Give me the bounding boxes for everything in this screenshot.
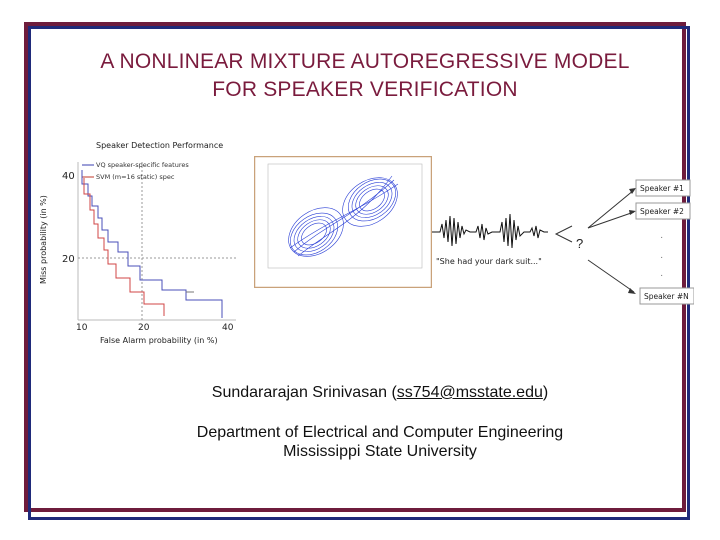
speech-waveform xyxy=(432,214,548,248)
pipeline-figure xyxy=(430,168,694,308)
arrowheads xyxy=(628,188,636,294)
det-curve-figure xyxy=(36,134,242,346)
pipeline-chevron xyxy=(556,226,572,242)
ellipsis-dot-3: · xyxy=(660,270,664,281)
det-ytick-40: 40 xyxy=(62,171,75,182)
page-title xyxy=(40,48,690,104)
det-xtick-40: 40 xyxy=(222,323,234,333)
department: Department of Electrical and Computer Engineering xyxy=(196,424,564,441)
det-legend-1: VQ speaker-specific features xyxy=(96,161,189,169)
det-legend-2: SVM (m=16 static) spec xyxy=(96,173,175,181)
det-title: Speaker Detection Performance xyxy=(96,141,224,150)
det-xtick-20: 20 xyxy=(138,323,150,333)
speaker-box-1 xyxy=(636,180,690,196)
det-curve-red xyxy=(84,178,164,316)
speaker-box-n xyxy=(640,288,694,304)
det-curve-blue xyxy=(82,170,222,318)
pipeline-arrows xyxy=(588,190,634,292)
speaker-1-label: Speaker #1 xyxy=(640,184,684,193)
det-xlabel: False Alarm probability (in %) xyxy=(100,336,218,345)
author-email-link[interactable]: ss754@msstate.edu xyxy=(396,384,543,401)
speaker-2-label: Speaker #2 xyxy=(640,207,684,216)
ellipsis-dot-1: · xyxy=(660,232,664,243)
utterance-text: "She had your dark suit..." xyxy=(436,257,542,266)
question-mark: ? xyxy=(576,236,584,251)
det-ytick-20: 20 xyxy=(62,254,75,265)
det-ylabel: Miss probability (in %) xyxy=(39,195,48,284)
ellipsis-dot-2: · xyxy=(660,252,664,263)
det-legend xyxy=(82,161,189,181)
author-line xyxy=(0,384,720,402)
affiliation xyxy=(0,423,720,461)
university: Mississippi State University xyxy=(283,443,477,460)
speaker-ellipsis xyxy=(660,232,663,281)
author-close-paren: ) xyxy=(542,384,549,401)
speaker-n-label: Speaker #N xyxy=(644,292,689,301)
title-line-1: A NONLINEAR MIXTURE AUTOREGRESSIVE MODEL xyxy=(100,50,630,73)
det-xtick-10: 10 xyxy=(76,323,88,333)
attractor-figure xyxy=(254,156,432,288)
title-line-2: FOR SPEAKER VERIFICATION xyxy=(212,78,518,101)
speaker-box-2 xyxy=(636,203,690,219)
author-name: Sundararajan Srinivasan ( xyxy=(211,384,397,401)
